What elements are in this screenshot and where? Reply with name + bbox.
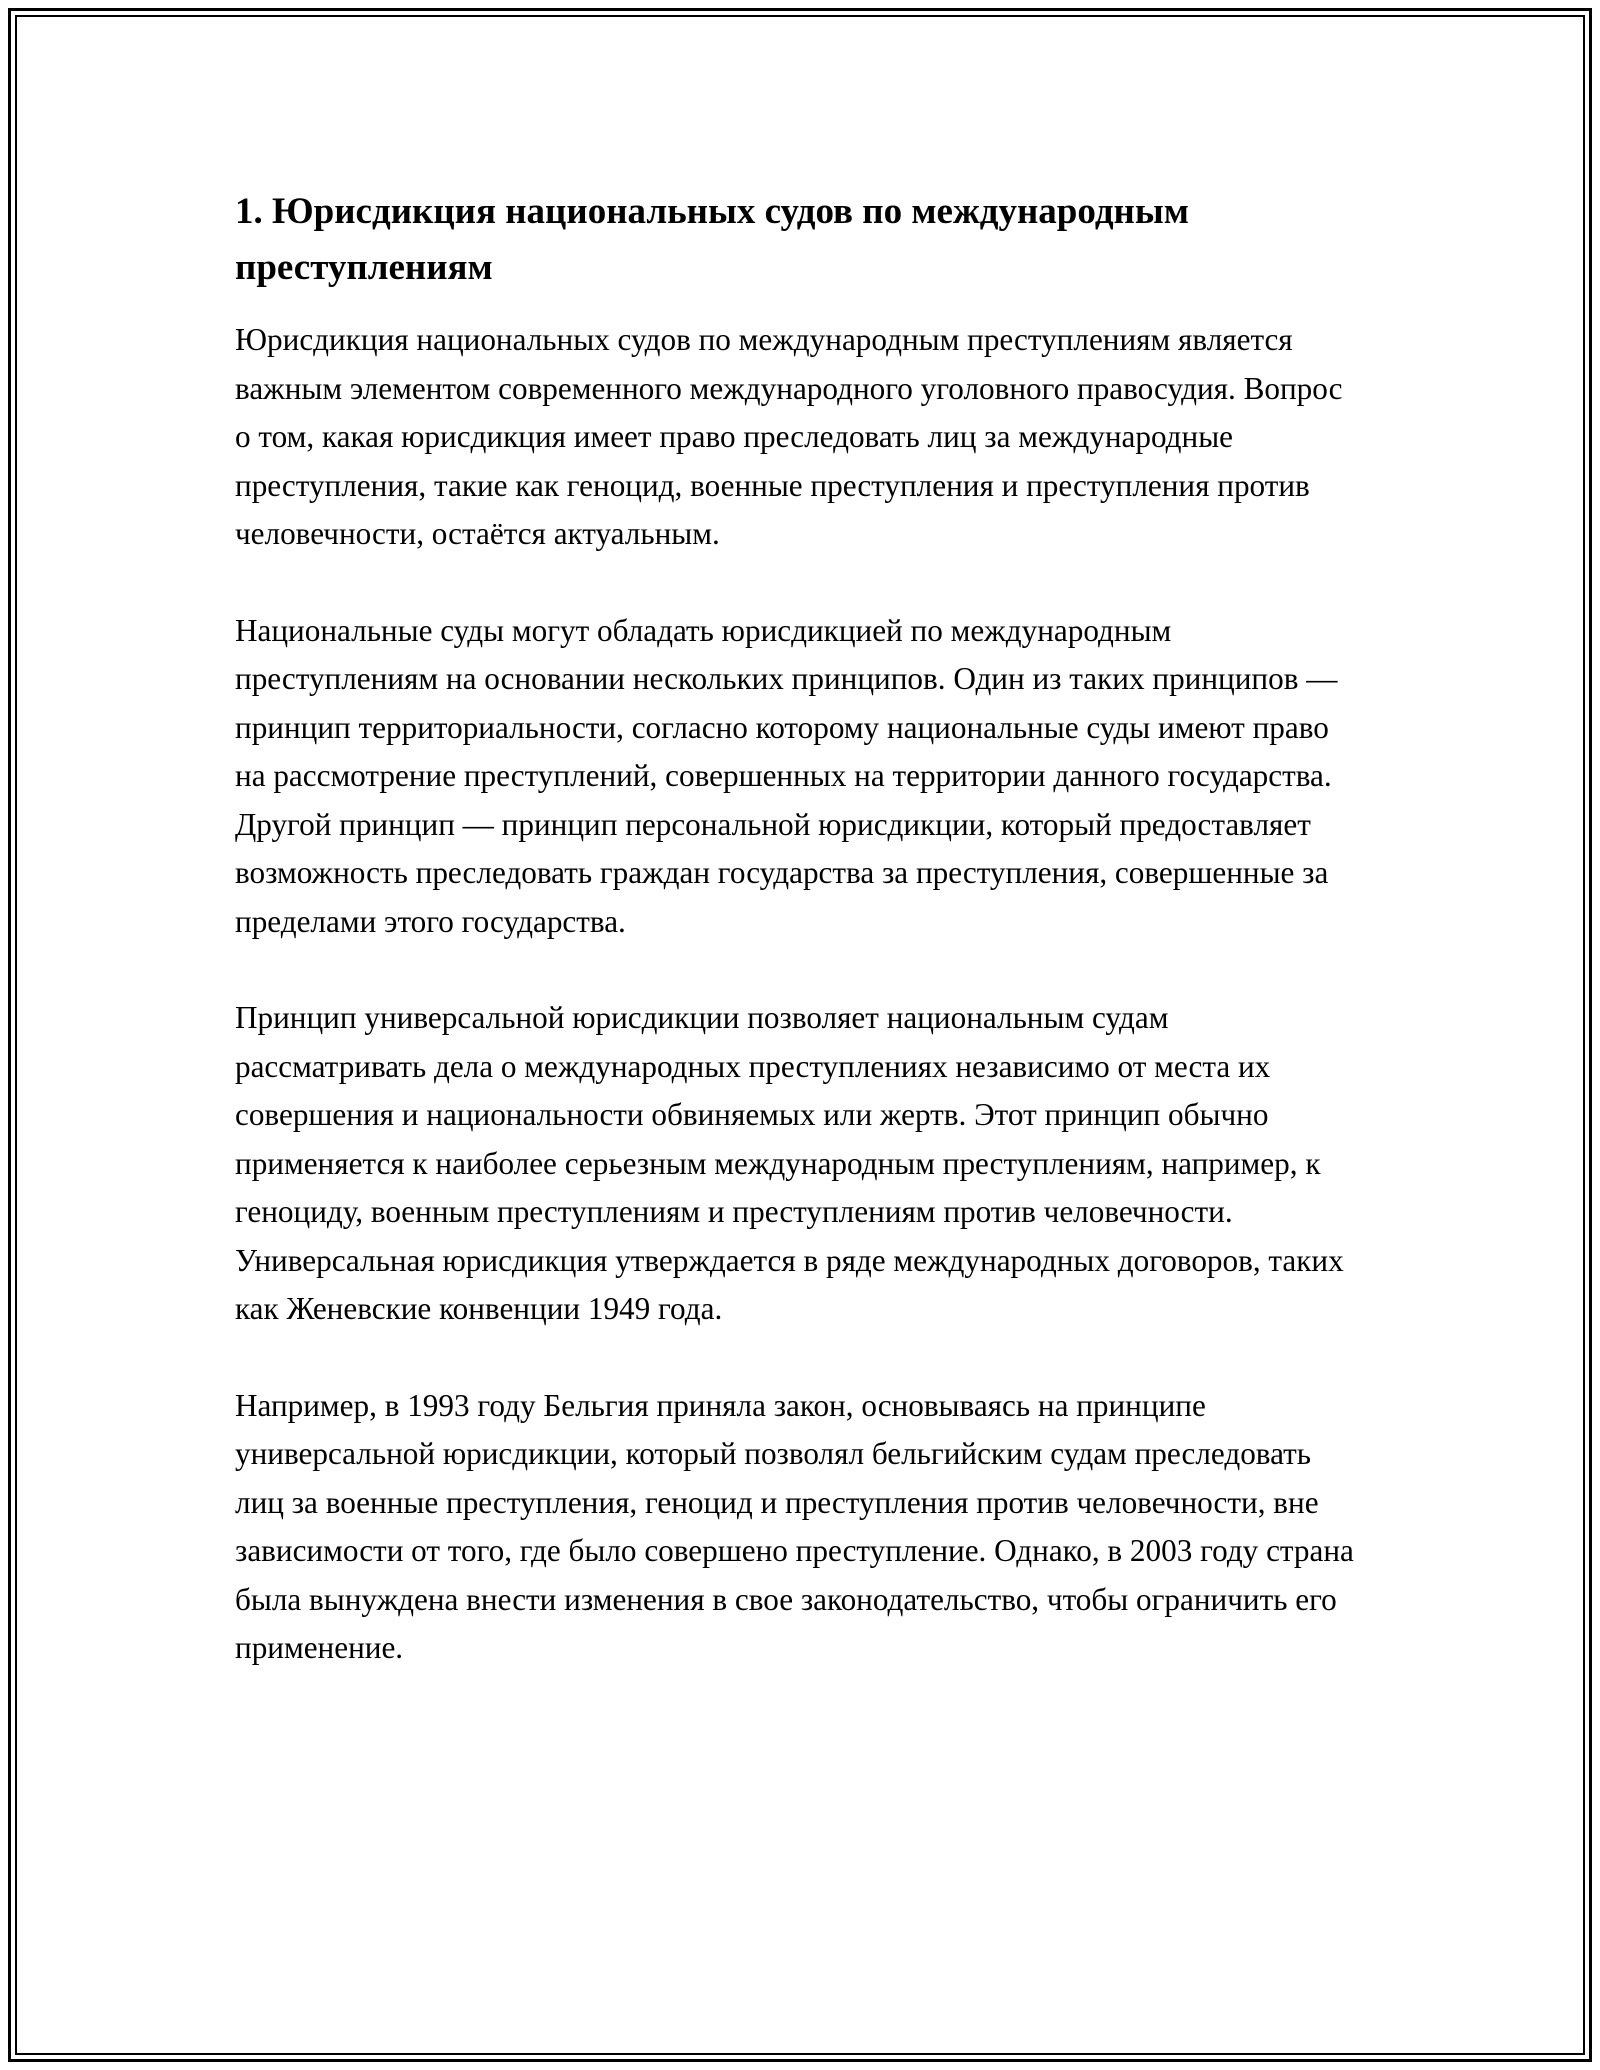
paragraph-2: Национальные суды могут обладать юрисдикцией по международным преступлениям на основании нескольких принципов. Один из таких принципов — принцип территориальности, согласно которому национальные суды имеют право на рассмотрение преступлений, совершенных на территории данного государства. Другой принцип — принцип персональной юрисдикции, который предоставляет возможность преследовать граждан государства за преступления, совершенные за пределами этого государства. (235, 612, 1338, 939)
paragraph-3: Принцип универсальной юрисдикции позволяет национальным судам рассматривать дела о международных преступлениях независимо от места их совершения и национальности обвиняемых или жертв. Этот принцип обычно применяется к наиболее серьезным международным преступлениям, например, к геноциду, военным преступлениям и преступлениям против человечности. Универсальная юрисдикция утверждается в ряде международных договоров, таких как Женевские конвенции 1949 года. (235, 1000, 1344, 1326)
document-title: 1. Юрисдикция национальных судов по международным преступлениям (235, 191, 1189, 288)
paragraph-1: Юрисдикция национальных судов по международным преступлениям является важным элементом современного международного уголовного правосудия. Вопрос о том, какая юрисдикция имеет право преследовать лиц за международные преступления, такие как геноцид, военные преступления и преступления против человечности, остаётся актуальным. (235, 322, 1343, 551)
paragraph-4: Например, в 1993 году Бельгия приняла закон, основываясь на принципе универсальной юрисдикции, который позволял бельгийским судам преследовать лиц за военные преступления, геноцид и преступления против человечности, вне зависимости от того, где было совершено преступление. Однако, в 2003 году страна была вынуждена внести изменения в свое законодательство, чтобы ограничить его применение. (235, 1387, 1354, 1665)
document-body (235, 184, 1365, 1673)
